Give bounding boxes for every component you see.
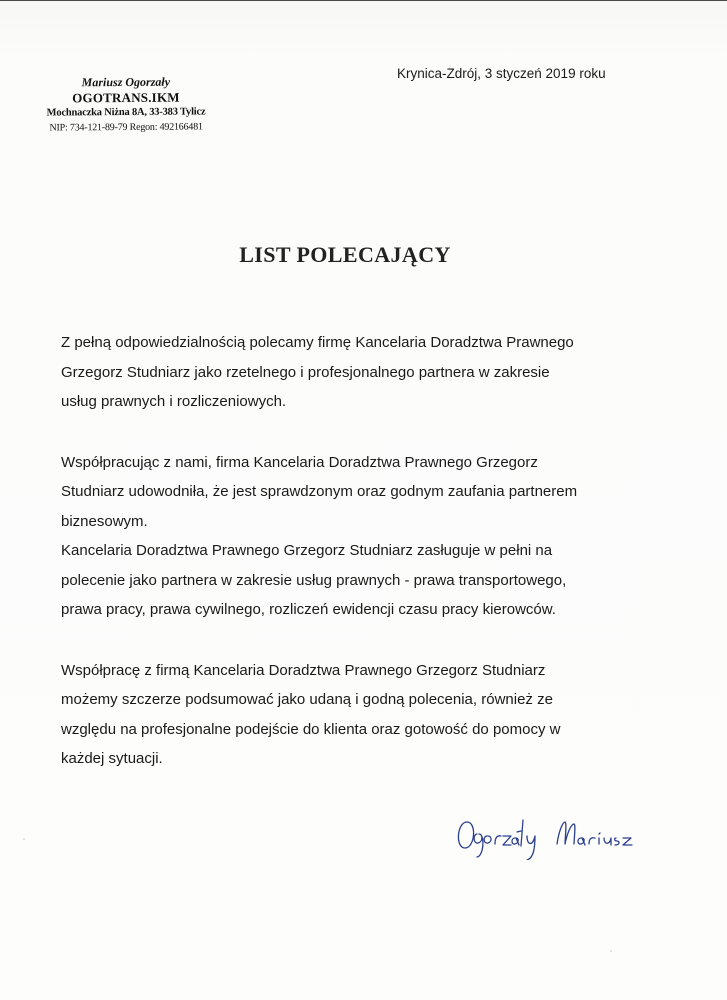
company-stamp <box>46 74 206 135</box>
stamp-address: Mochnaczka Niżna 8A, 33-383 Tylicz <box>46 106 206 119</box>
stamp-company: OGOTRANS.IKM <box>72 89 180 106</box>
paragraph-1 <box>61 328 701 417</box>
text-line: Z pełną odpowiedzialnością polecamy firmę Kancelaria Doradztwa Prawnego <box>61 334 574 351</box>
letter-title: LIST POLECAJĄCY <box>239 242 451 267</box>
scan-speck <box>610 950 612 952</box>
text-line: Studniarz udowodniła, że jest sprawdzonym oraz godnym zaufania partnerem <box>61 483 578 500</box>
paragraph-3 <box>61 656 701 774</box>
place-and-date: Krynica-Zdrój, 3 styczeń 2019 roku <box>397 66 606 81</box>
handwritten-signature <box>453 800 673 860</box>
scan-speck <box>23 838 25 840</box>
text-line: usług prawnych i rozliczeniowych. <box>61 393 287 410</box>
text-line: każdej sytuacji. <box>61 750 163 767</box>
text-line: Grzegorz Studniarz jako rzetelnego i profesjonalnego partnera w zakresie <box>61 363 550 381</box>
text-line: względu na profesjonalne podejście do klienta oraz gotowość do pomocy w <box>61 720 561 738</box>
text-line: polecenie jako partnera w zakresie usług prawnych - prawa transportowego, <box>61 571 567 589</box>
text-line: Współpracując z nami, firma Kancelaria Doradztwa Prawnego Grzegorz <box>61 453 538 471</box>
letter-body <box>61 328 701 774</box>
scan-top-edge <box>0 0 727 11</box>
text-line: Kancelaria Doradztwa Prawnego Grzegorz Studniarz zasługuje w pełni na <box>61 542 553 559</box>
stamp-name: Mariusz Ogorzały <box>81 74 171 90</box>
signature-strokes <box>458 820 632 860</box>
stamp-ids: NIP: 734-121-89-79 Regon: 492166481 <box>49 121 203 134</box>
text-line: Współpracę z firmą Kancelaria Doradztwa Prawnego Grzegorz Studniarz <box>61 661 546 679</box>
text-line: możemy szczerze podsumować jako udaną i godną polecenia, również ze <box>61 691 553 708</box>
text-line: biznesowym. <box>61 512 148 530</box>
paragraph-2 <box>61 448 701 625</box>
text-line: prawa pracy, prawa cywilnego, rozliczeń ewidencji czasu pracy kierowców. <box>61 601 556 618</box>
